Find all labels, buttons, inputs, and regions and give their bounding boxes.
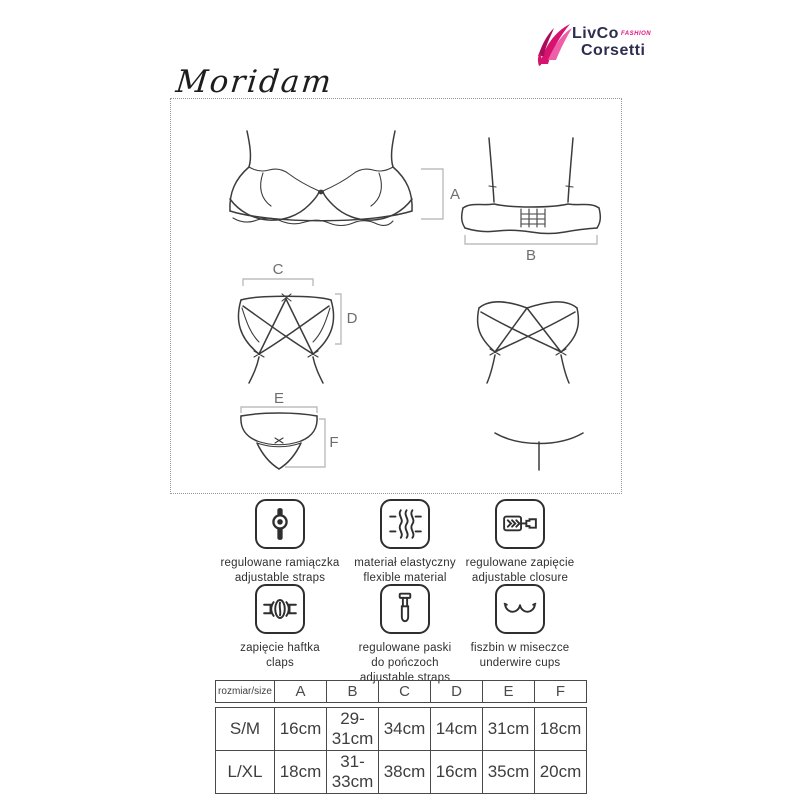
size-table xyxy=(215,680,587,794)
header-col-f: F xyxy=(535,681,587,703)
value-cell: 29-31cm xyxy=(327,708,379,751)
feature-label-line: adjustable straps xyxy=(359,672,451,685)
feature-underwire-cups xyxy=(445,584,595,671)
feature-label-line: flexible material xyxy=(363,572,447,585)
measure-label-d: D xyxy=(346,310,358,327)
diagram-box xyxy=(170,98,622,494)
measure-label-f: F xyxy=(329,434,339,451)
value-cell: 38cm xyxy=(379,751,431,794)
table-row-sm xyxy=(216,708,587,751)
garter-straps-icon xyxy=(380,584,430,634)
feature-label-line: materiał elastyczny xyxy=(354,557,456,569)
wing-swoosh-icon xyxy=(536,20,576,68)
feature-label-line: claps xyxy=(266,657,294,670)
header-col-e: E xyxy=(483,681,535,703)
value-cell: 16cm xyxy=(431,751,483,794)
panties-front-diagram xyxy=(233,390,345,477)
thong-back-diagram xyxy=(489,427,589,473)
size-table-body xyxy=(215,707,587,794)
header-col-c: C xyxy=(379,681,431,703)
value-cell: 34cm xyxy=(379,708,431,751)
header-col-a: A xyxy=(275,681,327,703)
brand-fashion-label: FASHION xyxy=(620,31,652,37)
underwire-cups-icon xyxy=(495,584,545,634)
bra-back-diagram xyxy=(451,134,611,262)
value-cell: 16cm xyxy=(275,708,327,751)
feature-label-line: adjustable straps xyxy=(234,572,326,585)
adjustable-closure-icon xyxy=(495,499,545,549)
size-cell: S/M xyxy=(216,708,275,751)
feature-adjustable-closure xyxy=(445,499,595,586)
value-cell: 18cm xyxy=(275,751,327,794)
measure-label-e: E xyxy=(273,390,285,407)
garter-back-diagram xyxy=(469,286,589,386)
header-rozmiar-size: rozmiar/size xyxy=(216,681,275,703)
clasp-icon xyxy=(255,584,305,634)
table-row-lxl xyxy=(216,751,587,794)
feature-label-line: underwire cups xyxy=(479,657,561,670)
size-cell: L/XL xyxy=(216,751,275,794)
measure-label-b: B xyxy=(525,247,537,264)
brand-logo xyxy=(536,20,652,70)
measure-label-a: A xyxy=(449,186,461,203)
value-cell: 14cm xyxy=(431,708,483,751)
feature-label-line: fiszbin w miseczce xyxy=(470,642,570,654)
feature-label-line: regulowane zapięcie xyxy=(465,557,575,569)
bra-front-diagram xyxy=(191,129,471,251)
measure-label-c: C xyxy=(272,261,284,278)
feature-label-line: regulowane paski xyxy=(358,642,452,654)
brand-name-top: LivCo xyxy=(572,25,619,42)
feature-label-line: zapięcie haftka xyxy=(240,642,320,654)
garter-front-diagram xyxy=(231,261,371,386)
product-title: Moridam xyxy=(174,64,335,100)
feature-label-line: do pończoch xyxy=(371,657,439,670)
feature-label-line: regulowane ramiączka xyxy=(220,557,340,569)
size-table-header xyxy=(215,680,587,703)
header-col-d: D xyxy=(431,681,483,703)
flexible-material-icon xyxy=(380,499,430,549)
value-cell: 35cm xyxy=(483,751,535,794)
value-cell: 31-33cm xyxy=(327,751,379,794)
brand-name-bottom: Corsetti xyxy=(581,42,646,59)
value-cell: 31cm xyxy=(483,708,535,751)
value-cell: 18cm xyxy=(535,708,587,751)
value-cell: 20cm xyxy=(535,751,587,794)
feature-label-line: adjustable closure xyxy=(471,572,569,585)
header-col-b: B xyxy=(327,681,379,703)
adjustable-straps-icon xyxy=(255,499,305,549)
